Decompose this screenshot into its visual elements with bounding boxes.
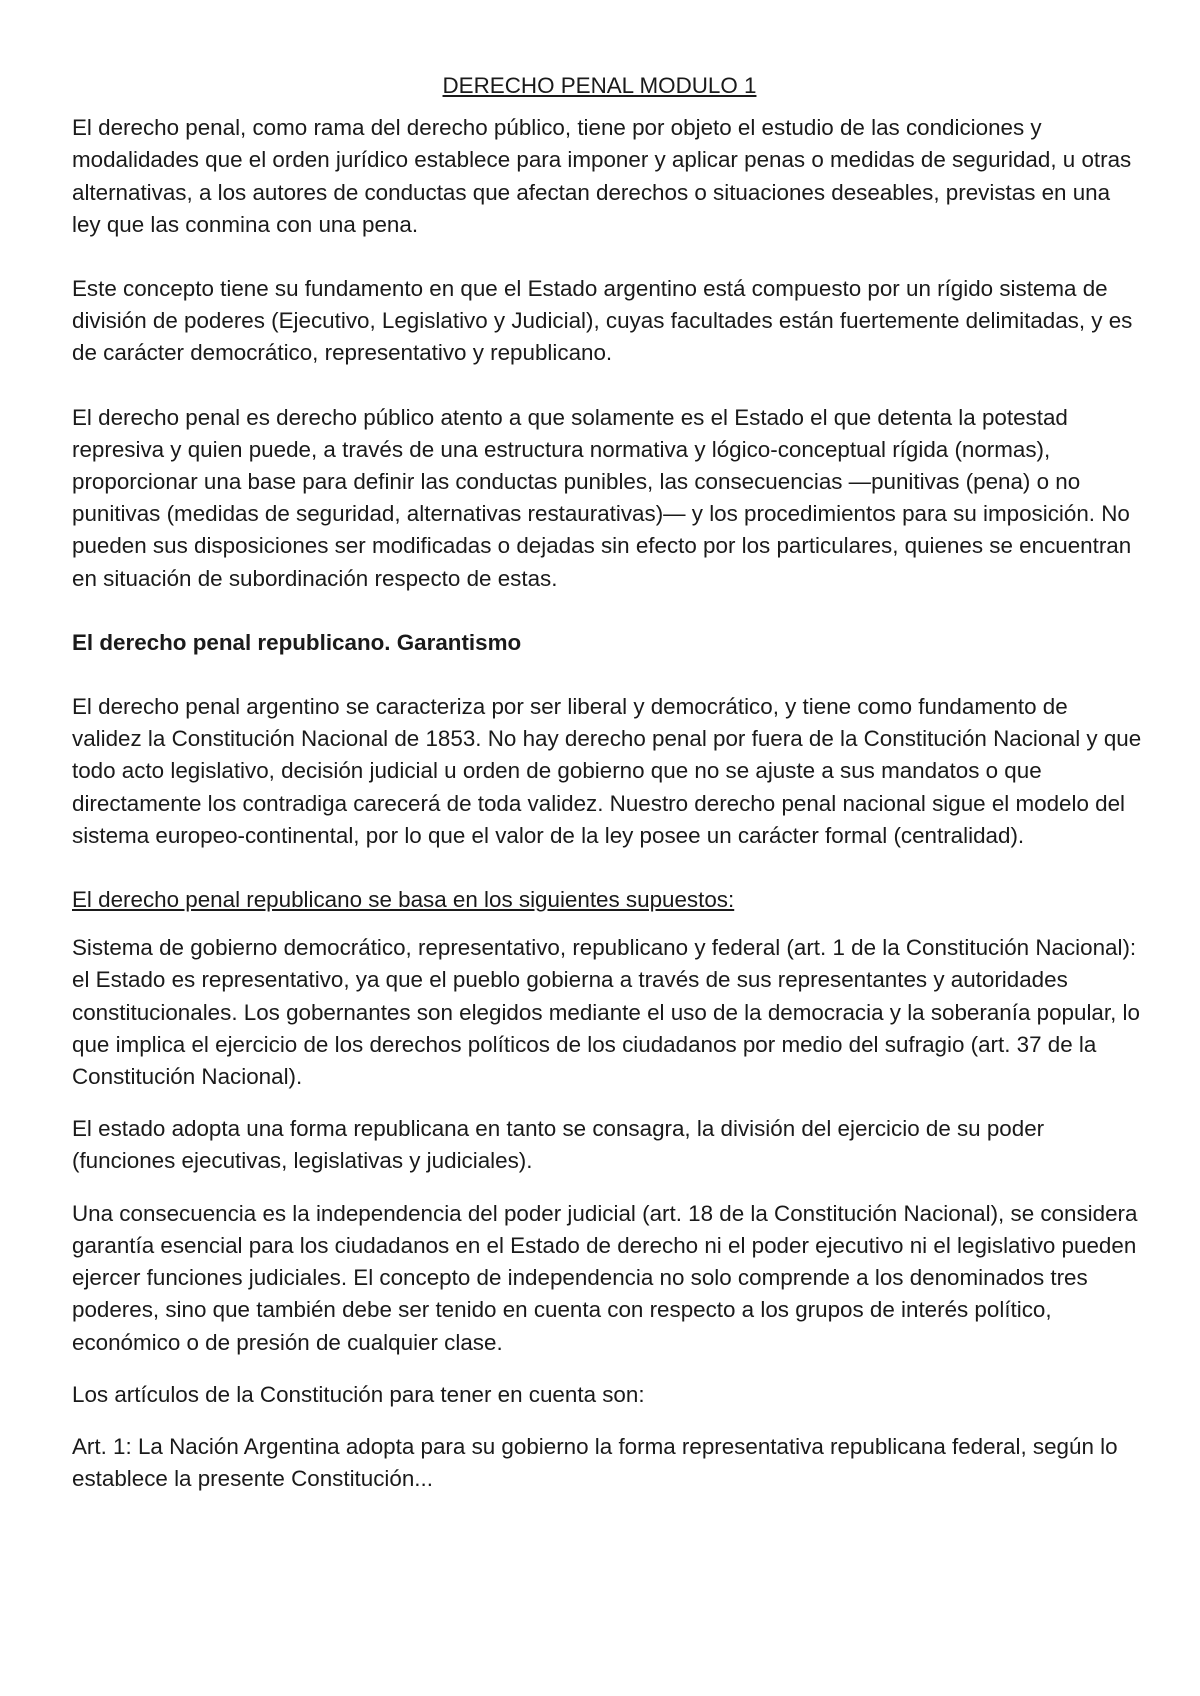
supuesto-paragraph-2: El estado adopta una forma republicana en tanto se consagra, la división del ejercicio de su poder (funciones ejecutivas, legislativas y judiciales). xyxy=(72,1116,1045,1174)
supuestos-subheading: El derecho penal republicano se basa en los siguientes supuestos: xyxy=(72,887,735,913)
intro-paragraph-3: El derecho penal es derecho público atento a que solamente es el Estado el que detenta la potestad represiva y quien puede, a través de una estructura normativa y lógico-conceptual rígida (normas), proporcionar una base para definir las conductas punibles, las consecuencias —punitivas (pena) o no punitivas (medidas de seguridad, alternativas restaurativas)— y los procedimientos para su imposición. No pueden sus disposiciones ser modificadas o dejadas sin efecto por los particulares, quienes se encuentran en situación de subordinación respecto de estas. xyxy=(72,404,1132,591)
section-paragraph: El derecho penal argentino se caracteriza por ser liberal y democrático, y tiene como fundamento de validez la Constitución Nacional de 1853. No hay derecho penal por fuera de la Constitución Nacional y que todo acto legislativo, decisión judicial u orden de gobierno que no se ajuste a sus mandatos o que directamente los contradiga carecerá de toda validez. Nuestro derecho penal nacional sigue el modelo del sistema europeo-continental, por lo que el valor de la ley posee un carácter formal (centralidad). xyxy=(72,694,1142,848)
document-title: DERECHO PENAL MODULO 1 xyxy=(442,73,757,98)
intro-paragraph-2: Este concepto tiene su fundamento en que el Estado argentino está compuesto por un rígido sistema de división de poderes (Ejecutivo, Legislativo y Judicial), cuyas facultades están fuertemente delimitadas, y es de carácter democrático, representativo y republicano. xyxy=(72,276,1133,366)
supuesto-paragraph-1: Sistema de gobierno democrático, representativo, republicano y federal (art. 1 de la Constitución Nacional): el Estado es representativo, ya que el pueblo gobierna a través de sus representantes y autoridades constitucionales. Los gobernantes son elegidos mediante el uso de la democracia y la soberanía popular, lo que implica el ejercicio de los derechos políticos de los ciudadanos por medio del sufragio (art. 37 de la Constitución Nacional). xyxy=(72,935,1140,1090)
document-page xyxy=(72,70,1142,1495)
intro-paragraph-1: El derecho penal, como rama del derecho público, tiene por objeto el estudio de las condiciones y modalidades que el orden jurídico establece para imponer y aplicar penas o medidas de seguridad, u otras alternativas, a los autores de conductas que afectan derechos o situaciones deseables, previstas en una ley que las conmina con una pena. xyxy=(72,115,1132,237)
article-1-quote: Art. 1: La Nación Argentina adopta para su gobierno la forma representativa republicana federal, según lo establece la presente Constitución... xyxy=(72,1433,1118,1492)
supuesto-paragraph-3: Una consecuencia es la independencia del poder judicial (art. 18 de la Constitución Nacional), se considera garantía esencial para los ciudadanos en el Estado de derecho ni el poder ejecutivo ni el legislativo pueden ejercer funciones judiciales. El concepto de independencia no solo comprende a los denominados tres poderes, sino que también debe ser tenido en cuenta con respecto a los grupos de interés político, económico o de presión de cualquier clase. xyxy=(72,1200,1138,1355)
section-heading: El derecho penal republicano. Garantismo xyxy=(72,629,522,655)
articulos-intro: Los artículos de la Constitución para tener en cuenta son: xyxy=(72,1381,645,1407)
